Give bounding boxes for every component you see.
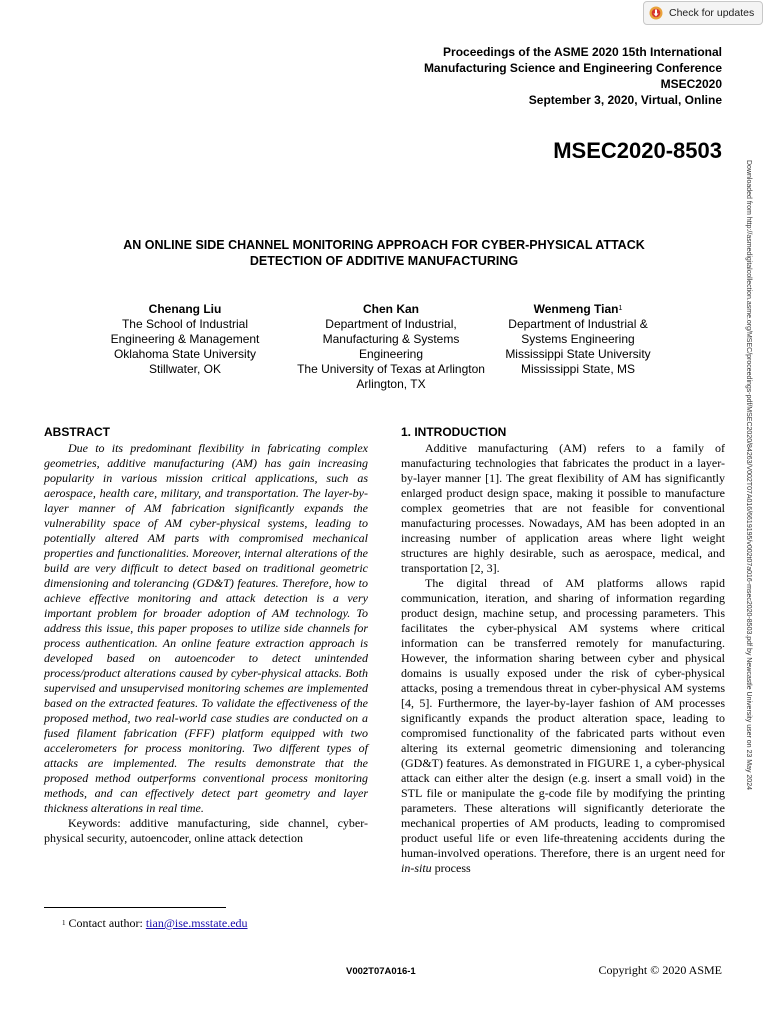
check-updates-icon — [649, 6, 663, 20]
paragraph-text: The digital thread of AM platforms allows rapid communication, iteration, and sharing of information regarding product design, machine setup, and processing parameters. This facilitates the cyber-physical AM systems where critical information can be transferred remotely for manufacturing. However, the information sharing between cyber and physical domains is usually exposed under the risk of cyber-physical attacks, posing a tremendous threat in cyber-physical AM systems [4, 5]. Furthermore, the layer-by-layer fashion of AM processes significantly expands the product alteration space, leading to compromised functionality of the fabricated parts without even altering its external geometric dimensioning and tolerancing (GD&T) features. As demonstrated in FIGURE 1, a cyber-physical attack can either alter the design (e.g. insert a small void) in the STL file or manipulate the g-code file by modifying the printing parameters. These alterations will significantly deteriorate the mechanical properties of AM products, leading to compromised product useful life or even life-threatening accidents during the human-involved operations. Therefore, there is an urgent need for — [401, 576, 725, 860]
proceedings-header — [424, 44, 722, 108]
footnote — [62, 916, 248, 931]
contact-email-link[interactable]: tian@ise.msstate.edu — [145, 916, 248, 930]
paper-title-line: AN ONLINE SIDE CHANNEL MONITORING APPROACH FOR CYBER-PHYSICAL ATTACK — [123, 238, 645, 252]
paper-title-line: DETECTION OF ADDITIVE MANUFACTURING — [249, 254, 519, 268]
paragraph-italic-term: in-situ — [401, 861, 432, 875]
introduction-heading: 1. INTRODUCTION — [401, 425, 507, 439]
page-number: V002T07A016-1 — [346, 966, 416, 977]
affiliation-line: The School of Industrial — [121, 317, 249, 331]
footnote-mark: 1 — [62, 919, 66, 927]
affiliation-line: The University of Texas at Arlington — [297, 362, 485, 376]
introduction-paragraph: Additive manufacturing (AM) refers to a family of manufacturing technologies that fabricates the product in a layer-by-layer manner [1]. The great flexibility of AM has significantly enlarged product design space, making it possible to manufacture complex geometries that are not feasible for conventional manufacturing processes. Nowadays, AM has been adopted in an increasing number of application areas where light weight structures are highly desirable, such as aerospace, medical, and transportation [2, 3]. — [401, 441, 725, 575]
footnote-mark: 1 — [618, 305, 623, 312]
author-name — [498, 302, 658, 317]
author-name: Chenang Liu — [148, 302, 222, 316]
affiliation-line: Department of Industrial & — [508, 317, 648, 331]
affiliation-line: Mississippi State University — [505, 347, 651, 361]
introduction-paragraph — [401, 576, 725, 876]
affiliation-line: Engineering — [358, 347, 424, 361]
affiliation-line: Stillwater, OK — [148, 362, 222, 376]
paragraph-text-end: process — [434, 861, 471, 875]
affiliation-line: Systems Engineering — [521, 332, 635, 346]
affiliation-line: Manufacturing & Systems — [322, 332, 460, 346]
proceedings-line: Manufacturing Science and Engineering Conference — [423, 61, 722, 75]
paper-id: MSEC2020-8503 — [553, 138, 722, 163]
author-block — [498, 302, 658, 377]
affiliation-line: Arlington, TX — [356, 377, 426, 391]
download-watermark: Downloaded from http://asmedigitalcollection.asme.org/MSEC/proceedings-pdf/MSEC2020/84263/V002T07A016/6619195/v002t07a016-msec2020-8503.pdf by Newcastle University user on 23 May 2024 — [745, 160, 752, 790]
author-name-text: Wenmeng Tian — [533, 302, 619, 316]
footnote-divider — [44, 907, 226, 908]
abstract-heading: ABSTRACT — [44, 425, 110, 439]
affiliation-line: Department of Industrial, — [325, 317, 457, 331]
affiliation-line: Mississippi State, MS — [520, 362, 636, 376]
proceedings-line: Proceedings of the ASME 2020 15th International — [443, 45, 722, 59]
footnote-label: Contact author: — [68, 916, 146, 930]
copyright: Copyright © 2020 ASME — [598, 963, 722, 977]
author-block — [286, 302, 496, 392]
affiliation-line: Engineering & Management — [110, 332, 260, 346]
check-for-updates-label: Check for updates — [669, 7, 755, 19]
introduction-section — [401, 425, 725, 876]
abstract-text: Due to its predominant flexibility in fabricating complex geometries, additive manufacturing (AM) has gain increasing popularity in various mission critical applications, such as aerospace, health care, military, and transportation. The layer-by-layer manner of AM fabrication significantly expands the vulnerability space of AM cyber-physical systems, leading to potentially altered AM parts with compromised mechanical properties and functionalities. Moreover, internal alterations of the build are very difficult to detect based on traditional geometric dimensioning and tolerancing (GD&T) features. Therefore, how to achieve effective monitoring and attack detection is a very important problem for broader adoption of AM technology. To address this issue, this paper proposes to utilize side channels for process authentication. An online feature extraction approach is developed based on autoencoder to detect unintended process/product alterations caused by cyber-physical attacks. Both supervised and unsupervised monitoring schemes are implemented based on the extracted features. To validate the effectiveness of the proposed method, two real-world case studies are conducted on a fused filament fabrication (FFF) platform equipped with two accelerometers for process monitoring. Two different types of attacks are implemented. The results demonstrate that the proposed method outperforms conventional process monitoring methods, and can effectively detect part geometry and layer thickness alterations in real time. — [44, 441, 368, 815]
proceedings-line: MSEC2020 — [660, 77, 722, 91]
abstract-section — [44, 425, 368, 846]
affiliation-line: Oklahoma State University — [113, 347, 257, 361]
check-for-updates-button[interactable] — [643, 1, 763, 25]
paper-title — [44, 237, 724, 269]
keywords: Keywords: additive manufacturing, side channel, cyber-physical security, autoencoder, online attack detection — [44, 816, 368, 845]
author-name: Chen Kan — [362, 302, 419, 316]
author-block — [100, 302, 270, 377]
proceedings-line: September 3, 2020, Virtual, Online — [528, 93, 722, 107]
